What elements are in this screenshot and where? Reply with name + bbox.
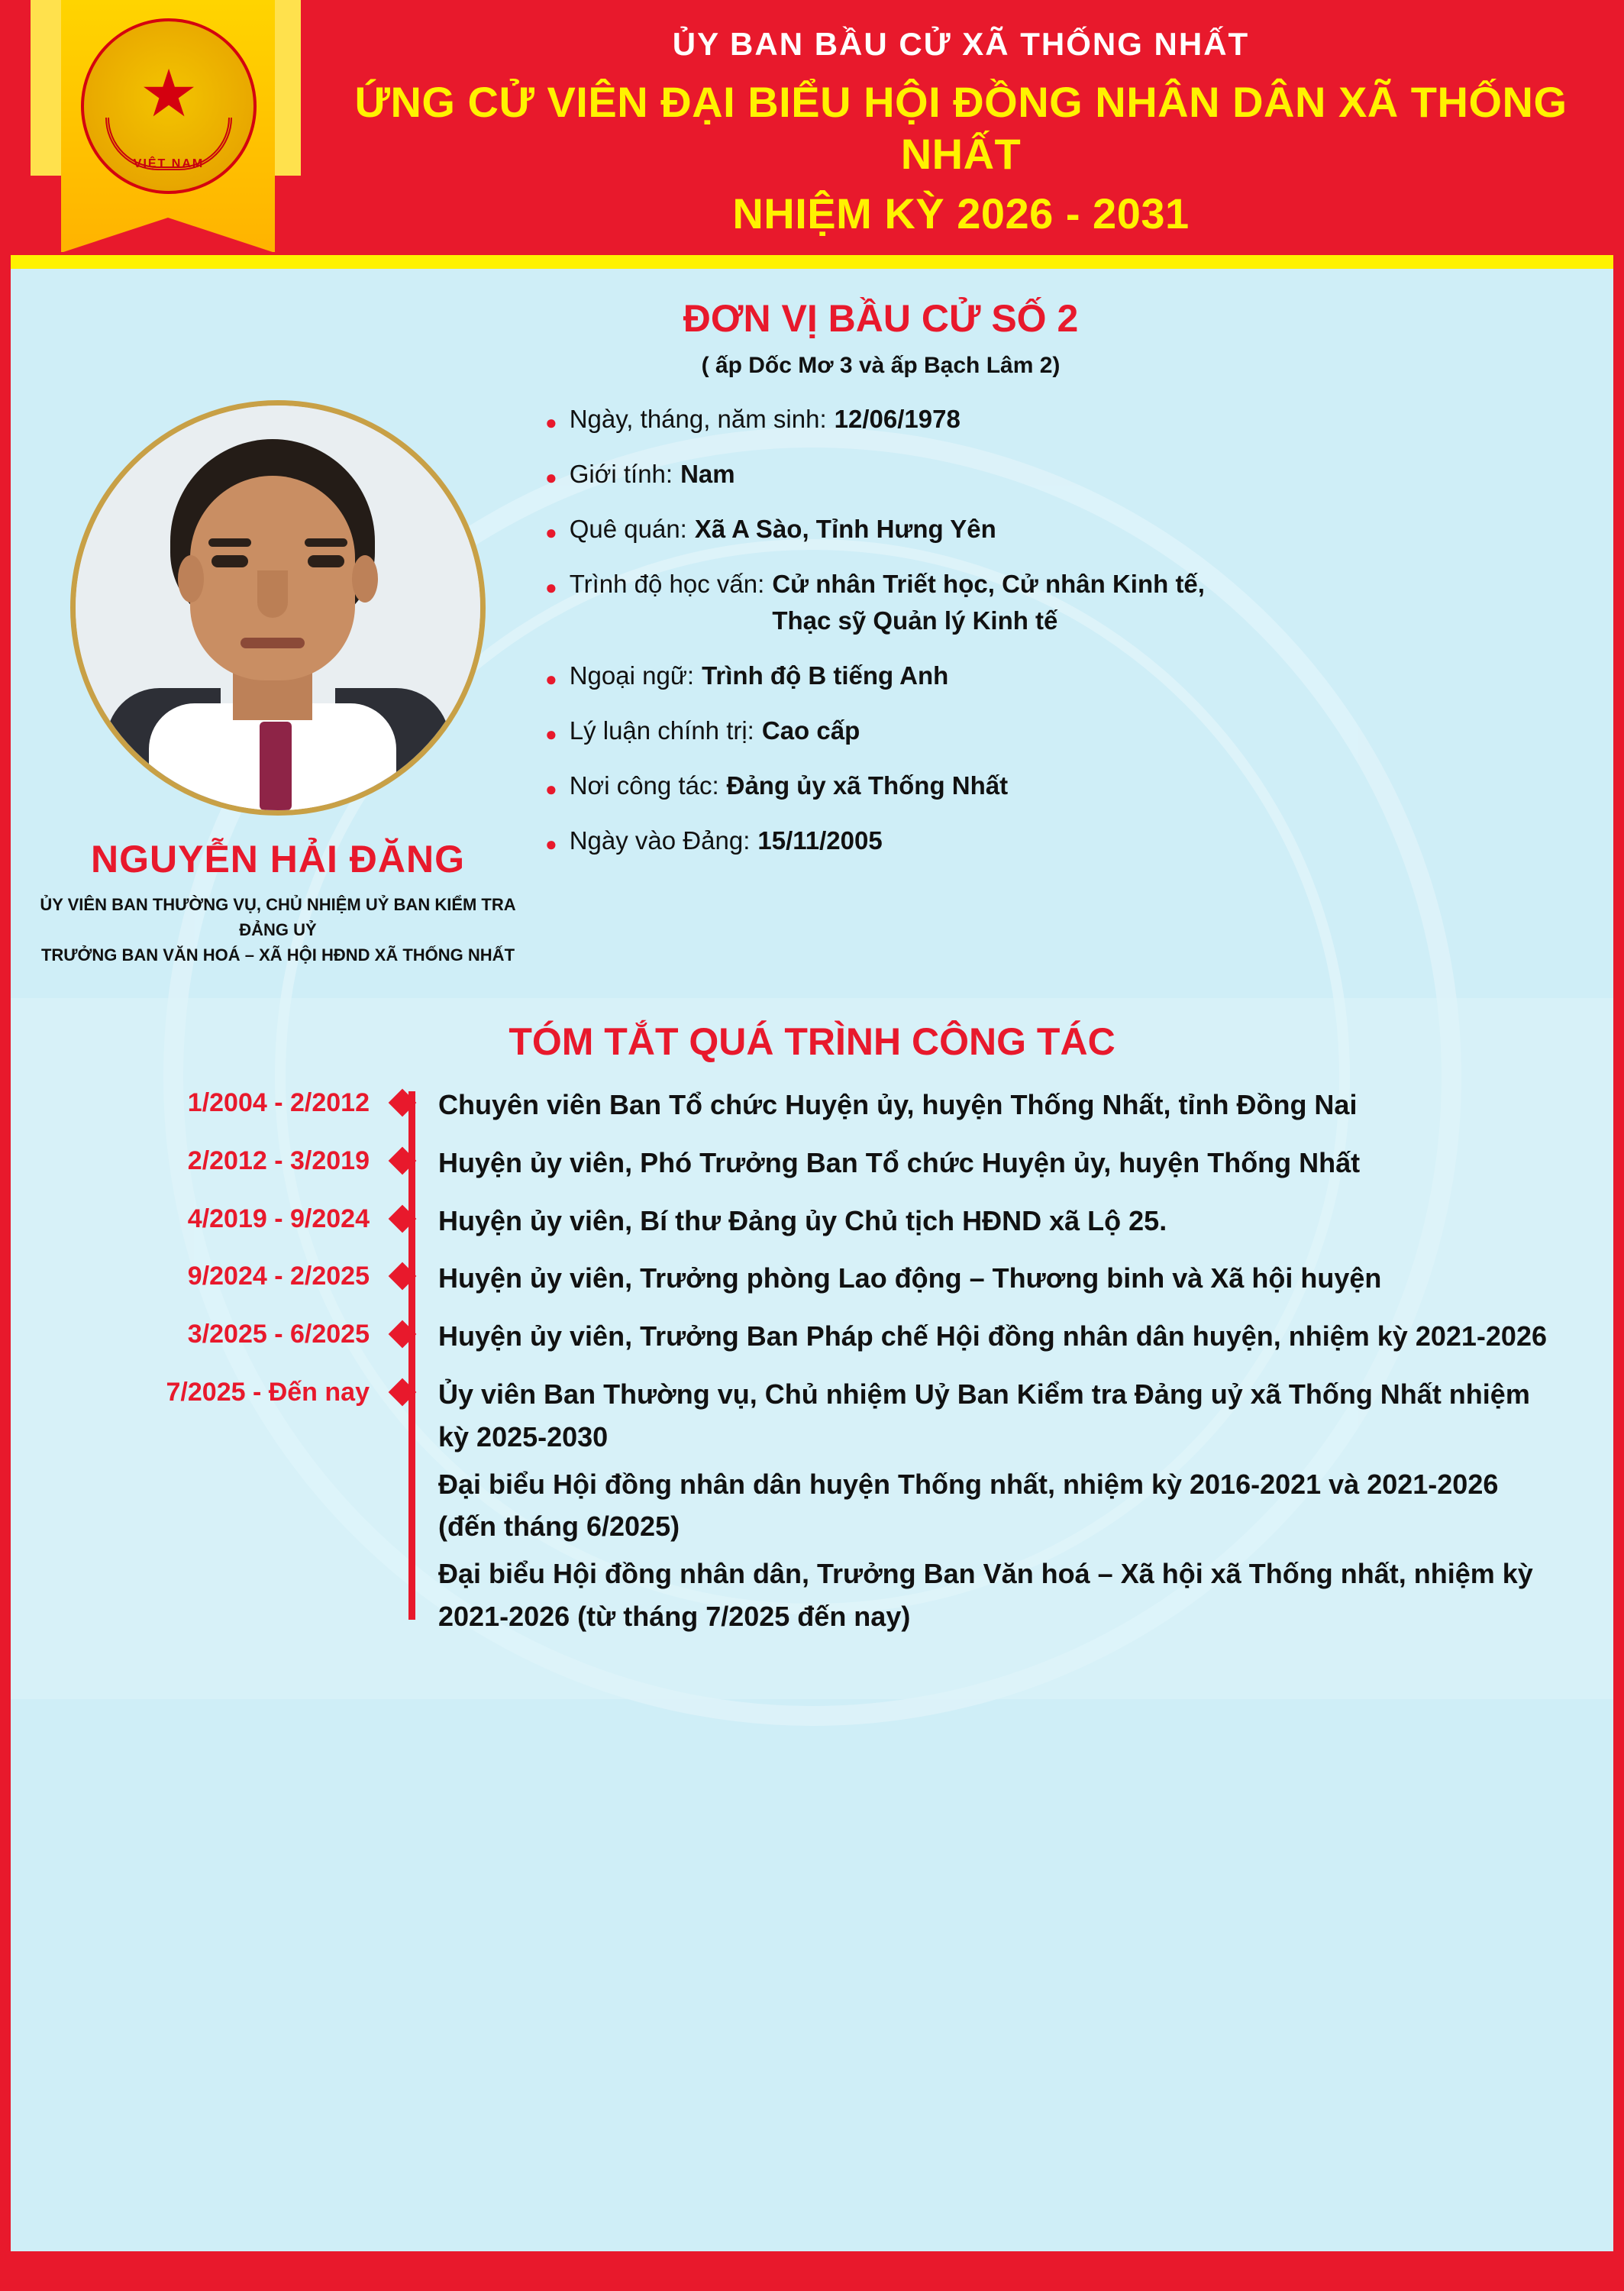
timeline-item: [11, 1084, 1613, 1131]
timeline-line: Ủy viên Ban Thường vụ, Chủ nhiệm Uỷ Ban Kiểm tra Đảng uỷ xã Thống Nhất nhiệm kỳ 2025-2030: [438, 1378, 1530, 1452]
candidate-info-section: [11, 269, 1613, 998]
fact-workplace: [545, 771, 1567, 800]
bullet-icon: ●: [545, 576, 557, 599]
timeline-line: Huyện ủy viên, Bí thư Đảng ủy Chủ tịch HĐND xã Lộ 25.: [438, 1204, 1167, 1236]
timeline-description: [438, 1315, 1613, 1362]
fact-birthdate: [545, 405, 1567, 434]
timeline-line: Huyện ủy viên, Trưởng Ban Pháp chế Hội đồng nhân dân huyện, nhiệm kỳ 2021-2026: [438, 1320, 1547, 1352]
timeline-date: 1/2004 - 2/2012: [187, 1088, 370, 1117]
emblem-country-label: VIỆT NAM: [133, 157, 205, 170]
career-summary-section: [11, 998, 1613, 1699]
header-divider: [11, 255, 1613, 269]
diamond-marker-icon: [380, 1142, 438, 1183]
timeline-description: [438, 1142, 1613, 1189]
candidate-photo-column: [11, 400, 545, 968]
fact-value-group: [772, 570, 1205, 635]
candidate-facts-list: [545, 400, 1613, 968]
fact-label: Ngày, tháng, năm sinh:: [569, 405, 827, 433]
timeline-item: [11, 1200, 1613, 1247]
timeline-item: [11, 1373, 1613, 1643]
candidate-portrait: [70, 400, 486, 816]
fact-foreign-language: [545, 661, 1567, 690]
career-section-title: TÓM TẮT QUÁ TRÌNH CÔNG TÁC: [509, 1020, 1115, 1063]
timeline-date: 4/2019 - 9/2024: [187, 1204, 370, 1233]
poster-title: ỨNG CỬ VIÊN ĐẠI BIỂU HỘI ĐỒNG NHÂN DÂN XÃ THỐNG NHẤT: [354, 78, 1567, 179]
bullet-icon: ●: [545, 411, 557, 434]
poster-header: [11, 0, 1613, 269]
bullet-icon: ●: [545, 521, 557, 544]
fact-value: 15/11/2005: [757, 826, 883, 855]
timeline-description: [438, 1373, 1613, 1643]
fact-value-secondary: Thạc sỹ Quản lý Kinh tế: [772, 606, 1058, 635]
fact-party-join-date: [545, 826, 1567, 855]
fact-value: Cao cấp: [761, 716, 860, 745]
fact-political-theory: [545, 716, 1567, 745]
candidate-role-line-1: ỦY VIÊN BAN THƯỜNG VỤ, CHỦ NHIỆM UỶ BAN KIỂM TRA ĐẢNG UỶ: [40, 895, 516, 939]
fact-label: Trình độ học vấn:: [569, 570, 765, 598]
bullet-icon: ●: [545, 777, 557, 800]
fact-label: Ngày vào Đảng:: [569, 826, 751, 855]
bullet-icon: ●: [545, 667, 557, 690]
diamond-marker-icon: [380, 1373, 438, 1414]
timeline-description: [438, 1084, 1613, 1131]
diamond-marker-icon: [380, 1200, 438, 1241]
fact-value: Cử nhân Triết học, Cử nhân Kinh tế,: [772, 570, 1205, 598]
timeline-description: [438, 1257, 1613, 1304]
fact-label: Nơi công tác:: [569, 771, 719, 800]
fact-value: Đảng ủy xã Thống Nhất: [726, 771, 1009, 800]
timeline-line: Đại biểu Hội đồng nhân dân huyện Thống nhất, nhiệm kỳ 2016-2021 và 2021-2026 (đến tháng 6/2025): [438, 1468, 1499, 1543]
timeline-item: [11, 1142, 1613, 1189]
diamond-marker-icon: [380, 1257, 438, 1298]
timeline-item: [11, 1315, 1613, 1362]
committee-name: ỦY BAN BẦU CỬ XÃ THỐNG NHẤT: [672, 26, 1250, 62]
diamond-marker-icon: [380, 1084, 438, 1125]
electoral-unit-title: ĐƠN VỊ BẦU CỬ SỐ 2: [683, 297, 1079, 340]
candidate-name: NGUYỄN HẢI ĐĂNG: [90, 838, 466, 881]
bullet-icon: ●: [545, 466, 557, 489]
candidate-role: [11, 892, 545, 968]
timeline-line: Huyện ủy viên, Trưởng phòng Lao động – Thương binh và Xã hội huyện: [438, 1262, 1382, 1294]
fact-label: Ngoại ngữ:: [569, 661, 695, 690]
national-emblem-icon: [81, 18, 257, 194]
career-timeline: [11, 1084, 1613, 1643]
timeline-date: 3/2025 - 6/2025: [187, 1320, 370, 1349]
fact-value: Trình độ B tiếng Anh: [702, 661, 949, 690]
bullet-icon: ●: [545, 722, 557, 745]
fact-education: [545, 570, 1567, 635]
star-icon: ★: [139, 57, 199, 131]
candidate-role-line-2: TRƯỞNG BAN VĂN HOÁ – XÃ HỘI HĐND XÃ THỐNG NHẤT: [40, 945, 515, 965]
fact-label: Lý luận chính trị:: [569, 716, 754, 745]
electoral-unit-subtitle: ( ấp Dốc Mơ 3 và ấp Bạch Lâm 2): [701, 353, 1061, 378]
emblem-ribbon: [31, 0, 305, 269]
timeline-line: Chuyên viên Ban Tổ chức Huyện ủy, huyện Thống Nhất, tỉnh Đồng Nai: [438, 1089, 1358, 1120]
timeline-line: Đại biểu Hội đồng nhân dân, Trưởng Ban Văn hoá – Xã hội xã Thống nhất, nhiệm kỳ 2021-2026 (từ tháng 7/2025 đến nay): [438, 1558, 1533, 1632]
fact-label: Quê quán:: [569, 515, 687, 543]
fact-hometown: [545, 515, 1567, 544]
diamond-marker-icon: [380, 1315, 438, 1356]
footer-bar: [11, 2251, 1613, 2291]
fact-label: Giới tính:: [569, 460, 673, 488]
timeline-line: Huyện ủy viên, Phó Trưởng Ban Tổ chức Huyện ủy, huyện Thống Nhất: [438, 1146, 1361, 1178]
timeline-date: 7/2025 - Đến nay: [166, 1377, 370, 1407]
header-text-block: [339, 26, 1583, 238]
timeline-date: 2/2012 - 3/2019: [187, 1146, 370, 1175]
poster-term: NHIỆM KỲ 2026 - 2031: [732, 189, 1190, 238]
fact-value: Xã A Sào, Tỉnh Hưng Yên: [694, 515, 996, 543]
fact-value: Nam: [680, 460, 735, 488]
bullet-icon: ●: [545, 832, 557, 855]
timeline-description: [438, 1200, 1613, 1247]
timeline-item: [11, 1257, 1613, 1304]
fact-value: 12/06/1978: [834, 405, 961, 433]
timeline-date: 9/2024 - 2/2025: [187, 1262, 370, 1291]
fact-gender: [545, 460, 1567, 489]
